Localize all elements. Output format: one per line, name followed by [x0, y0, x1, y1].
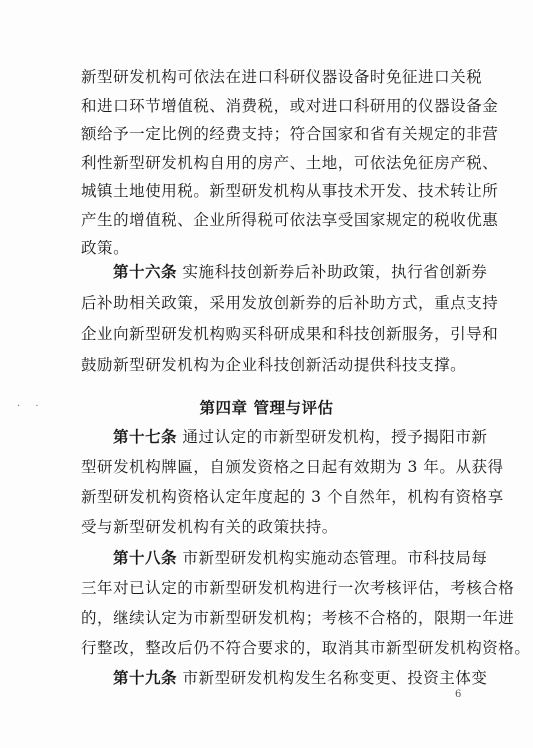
paragraph-line: 额给予一定比例的经费支持；符合国家和省有关规定的非营	[81, 125, 499, 143]
paragraph-line: 行整改，整改后仍不符合要求的，取消其市新型研发机构资格。	[81, 639, 531, 657]
article-16-first-line	[113, 262, 488, 282]
article-19-first-line	[113, 668, 488, 688]
article-18-label: 第十八条	[113, 549, 178, 567]
chapter-heading: 第四章 管理与评估	[199, 399, 334, 417]
paragraph-line: 城镇土地使用税。新型研发机构从事技术开发、技术转让所	[81, 182, 499, 200]
page-number: 6	[455, 689, 462, 700]
paragraph-line: 和进口环节增值税、消费税，或对进口科研用的仪器设备金	[81, 96, 499, 115]
paragraph-line: 新型研发机构资格认定年度起的 3 个自然年，机构有资格享	[81, 488, 504, 506]
article-16-label: 第十六条	[113, 263, 178, 281]
paragraph-line: 后补助相关政策，采用发放创新券的后补助方式，重点支持	[81, 294, 499, 312]
paragraph-line: 受与新型研发机构有关的政策扶持。	[81, 518, 338, 536]
paragraph-line: 利性新型研发机构自用的房产、土地，可依法免征房产税、	[81, 153, 499, 172]
article-17-label: 第十七条	[113, 428, 178, 446]
margin-mark: · ·	[17, 401, 45, 412]
article-16-text: 实施科技创新券后补助政策，执行省创新券	[182, 263, 488, 281]
paragraph-line: 鼓励新型研发机构为企业科技创新活动提供科技支撑。	[81, 356, 467, 374]
paragraph-line: 产生的增值税、企业所得税可依法享受国家规定的税收优惠	[81, 210, 499, 229]
paragraph-line: 的，继续认定为市新型研发机构；考核不合格的，限期一年进	[81, 609, 515, 627]
article-17-text: 通过认定的市新型研发机构，授予揭阳市新	[182, 428, 488, 446]
paragraph-line: 新型研发机构可依法在进口科研仪器设备时免征进口关税	[81, 68, 483, 86]
article-19-text: 市新型研发机构发生名称变更、投资主体变	[182, 669, 488, 687]
article-19-label: 第十九条	[113, 669, 178, 687]
paragraph-line: 政策。	[81, 239, 130, 257]
article-17-first-line	[113, 427, 488, 447]
article-18-first-line	[113, 548, 488, 568]
paragraph-line: 三年对已认定的市新型研发机构进行一次考核评估，考核合格	[81, 579, 515, 597]
paragraph-line: 企业向新型研发机构购买科研成果和科技创新服务，引导和	[81, 325, 499, 343]
paragraph-line: 型研发机构牌匾，自颁发资格之日起有效期为 3 年。从获得	[81, 458, 504, 476]
article-18-text: 市新型研发机构实施动态管理。市科技局每	[182, 549, 488, 567]
